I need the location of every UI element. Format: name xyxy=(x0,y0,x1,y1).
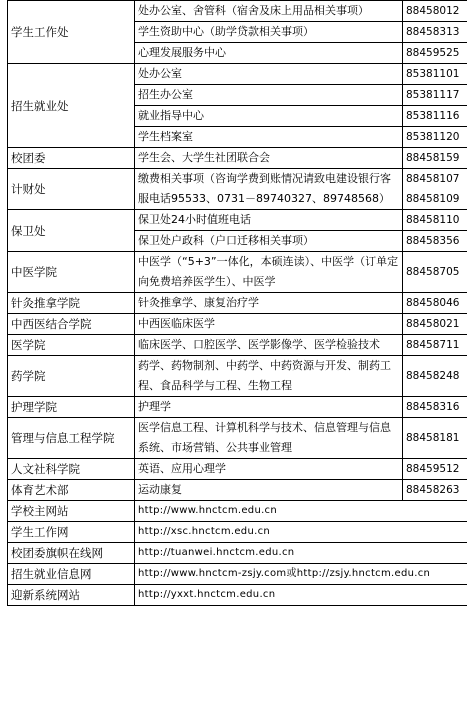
table-row xyxy=(8,480,467,501)
table-row xyxy=(8,252,467,293)
site-url[interactable]: http://www.hnctcm-zsjy.com或http://zsjy.hnctcm.edu.cn xyxy=(135,564,467,585)
phone-number: 85381120 xyxy=(406,131,460,143)
table-row xyxy=(8,1,467,22)
phone-number: 85381116 xyxy=(406,110,460,122)
table-row xyxy=(8,314,467,335)
unit-cell: 医学院 xyxy=(8,335,135,356)
item-cell: 保卫处户政科（户口迁移相关事项） xyxy=(135,231,403,252)
phone-number: 88458248 xyxy=(406,370,460,382)
unit-cell: 人文社科学院 xyxy=(8,459,135,480)
site-name: 学生工作网 xyxy=(8,522,135,543)
table-row xyxy=(8,459,467,480)
site-name: 迎新系统网站 xyxy=(8,585,135,606)
phone-cell xyxy=(403,252,467,293)
item-cell: 护理学 xyxy=(135,397,403,418)
link-row xyxy=(8,585,467,606)
phone-number: 88459525 xyxy=(406,47,460,59)
phone-number: 88458021 xyxy=(406,318,460,330)
phone-number: 88458181 xyxy=(406,432,460,444)
phone-number: 88458705 xyxy=(406,266,460,278)
item-cell: 招生办公室 xyxy=(135,85,403,106)
item-cell: 药学、药物制剂、中药学、中药资源与开发、制药工程、食品科学与工程、生物工程 xyxy=(135,356,403,397)
phone-number: 88458263 xyxy=(406,484,460,496)
item-cell: 学生档案室 xyxy=(135,127,403,148)
table-row xyxy=(8,64,467,85)
unit-cell: 学生工作处 xyxy=(8,1,135,64)
phone-number: 88458012 xyxy=(406,5,460,17)
phone-cell xyxy=(403,459,467,480)
unit-cell: 中医学院 xyxy=(8,252,135,293)
link-row xyxy=(8,501,467,522)
phone-cell xyxy=(403,293,467,314)
table-row xyxy=(8,148,467,169)
table-row xyxy=(8,335,467,356)
phone-cell xyxy=(403,231,467,252)
site-name: 校团委旗帜在线网 xyxy=(8,543,135,564)
unit-cell: 体育艺术部 xyxy=(8,480,135,501)
table-row xyxy=(8,169,467,210)
site-url[interactable]: http://xsc.hnctcm.edu.cn xyxy=(135,522,467,543)
phone-number: 88458159 xyxy=(406,152,460,164)
phone-number: 85381101 xyxy=(406,68,460,80)
phone-cell xyxy=(403,335,467,356)
table-row xyxy=(8,293,467,314)
site-url[interactable]: http://tuanwei.hnctcm.edu.cn xyxy=(135,543,467,564)
phone-number: 85381117 xyxy=(406,89,460,101)
unit-cell: 药学院 xyxy=(8,356,135,397)
item-cell: 中医学（“5+3”一体化，本硕连读）、中医学（订单定向免费培养医学生）、中医学 xyxy=(135,252,403,293)
unit-cell: 校团委 xyxy=(8,148,135,169)
phone-cell xyxy=(403,43,467,64)
link-row xyxy=(8,543,467,564)
site-url[interactable]: http://www.hnctcm.edu.cn xyxy=(135,501,467,522)
item-cell: 学生资助中心（助学贷款相关事项） xyxy=(135,22,403,43)
phone-cell xyxy=(403,314,467,335)
item-cell: 缴费相关事项（咨询学费到账情况请致电建设银行客服电话95533、0731－89740327、89748568） xyxy=(135,169,403,210)
table-row xyxy=(8,210,467,231)
unit-cell: 中西医结合学院 xyxy=(8,314,135,335)
phone-number: 88458356 xyxy=(406,235,460,247)
item-cell: 针灸推拿学、康复治疗学 xyxy=(135,293,403,314)
item-cell: 英语、应用心理学 xyxy=(135,459,403,480)
site-name: 学校主网站 xyxy=(8,501,135,522)
unit-cell: 针灸推拿学院 xyxy=(8,293,135,314)
phone-cell xyxy=(403,356,467,397)
link-row xyxy=(8,564,467,585)
item-cell: 就业指导中心 xyxy=(135,106,403,127)
phone-number: 88459512 xyxy=(406,463,460,475)
phone-number: 88458316 xyxy=(406,401,460,413)
phone-number: 88458046 xyxy=(406,297,460,309)
phone-cell xyxy=(403,480,467,501)
unit-cell: 保卫处 xyxy=(8,210,135,252)
table-row xyxy=(8,397,467,418)
phone-cell xyxy=(403,148,467,169)
unit-cell: 管理与信息工程学院 xyxy=(8,418,135,459)
unit-cell: 计财处 xyxy=(8,169,135,210)
item-cell: 运动康复 xyxy=(135,480,403,501)
item-cell: 医学信息工程、计算机科学与技术、信息管理与信息系统、市场营销、公共事业管理 xyxy=(135,418,403,459)
phone-cell xyxy=(403,1,467,22)
phone-cell xyxy=(403,22,467,43)
item-cell: 保卫处24小时值班电话 xyxy=(135,210,403,231)
phone-cell xyxy=(403,418,467,459)
phone-cell xyxy=(403,127,467,148)
unit-cell: 招生就业处 xyxy=(8,64,135,148)
item-cell: 中西医临床医学 xyxy=(135,314,403,335)
unit-cell: 护理学院 xyxy=(8,397,135,418)
table-row xyxy=(8,418,467,459)
phone-number: 88458711 xyxy=(406,339,460,351)
phone-cell xyxy=(403,64,467,85)
phone-number: 88458109 xyxy=(406,193,460,205)
item-cell: 处办公室 xyxy=(135,64,403,85)
item-cell: 处办公室、舍管科（宿舍及床上用品相关事项） xyxy=(135,1,403,22)
table-row xyxy=(8,356,467,397)
phone-number: 88458107 xyxy=(406,173,460,185)
site-url[interactable]: http://yxxt.hnctcm.edu.cn xyxy=(135,585,467,606)
contact-table xyxy=(7,0,467,606)
phone-cell xyxy=(403,106,467,127)
phone-cell xyxy=(403,210,467,231)
phone-cell xyxy=(403,169,467,210)
item-cell: 临床医学、口腔医学、医学影像学、医学检验技术 xyxy=(135,335,403,356)
phone-cell xyxy=(403,85,467,106)
phone-number: 88458110 xyxy=(406,214,460,226)
item-cell: 心理发展服务中心 xyxy=(135,43,403,64)
phone-number: 88458313 xyxy=(406,26,460,38)
link-row xyxy=(8,522,467,543)
site-name: 招生就业信息网 xyxy=(8,564,135,585)
item-cell: 学生会、大学生社团联合会 xyxy=(135,148,403,169)
phone-cell xyxy=(403,397,467,418)
